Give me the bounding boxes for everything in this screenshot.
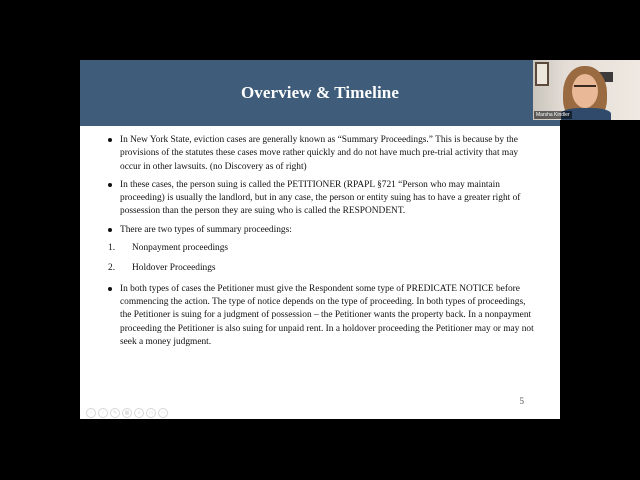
slide-body <box>104 134 534 354</box>
next-slide-icon[interactable]: › <box>98 408 108 418</box>
numbered-item <box>104 262 534 275</box>
bullet-item: In New York State, eviction cases are generally known as “Summary Proceedings.” This is because by the provisions of the statutes these cases move rather quickly and do not have much pre-trial activity that may occur in other lawsuits. (no Discovery as of right) <box>104 134 534 174</box>
slide-page-number: 5 <box>519 396 524 406</box>
bullet-item: There are two types of summary proceedings: <box>104 224 534 237</box>
zoom-icon[interactable]: ⌕ <box>134 408 144 418</box>
slide-header <box>80 60 560 126</box>
item-number: 1. <box>108 243 116 254</box>
item-number: 2. <box>108 263 116 274</box>
subtitles-icon[interactable]: ▭ <box>146 408 156 418</box>
bullet-item: In both types of cases the Petitioner must give the Respondent some type of PREDICATE NOTICE before commencing the action. The type of notice depends on the type of proceeding. In both types of proceedings, the Petitioner is suing for a judgment of possession – the Petitioner wants the property back. In a nonpayment proceeding the Petitioner is also suing for unpaid rent. In a holdover proceeding the Petitioner may or may not seek a money judgment. <box>104 283 534 349</box>
item-text: Nonpayment proceedings <box>132 243 229 254</box>
previous-slide-icon[interactable]: ‹ <box>86 408 96 418</box>
item-text: Holdover Proceedings <box>132 263 216 274</box>
wall-picture-frame <box>535 62 549 86</box>
more-options-icon[interactable]: ⋯ <box>158 408 168 418</box>
participant-glasses <box>574 85 596 93</box>
presentation-slide <box>80 60 560 419</box>
bullet-item: In these cases, the person suing is called the PETITIONER (RPAPL §721 “Person who may maintain proceeding) is usually the landlord, but in any case, the person or entity suing has to have a greater right of possession than the person they are suing who is called the RESPONDENT. <box>104 179 534 219</box>
participant-video-tile[interactable] <box>533 60 640 120</box>
slideshow-controls <box>86 408 168 418</box>
participant-name-label: Marsha Kindler <box>536 112 570 118</box>
slides-grid-icon[interactable]: ▦ <box>122 408 132 418</box>
pen-icon[interactable]: ✎ <box>110 408 120 418</box>
numbered-item <box>104 242 534 255</box>
slide-title: Overview & Timeline <box>240 83 400 102</box>
